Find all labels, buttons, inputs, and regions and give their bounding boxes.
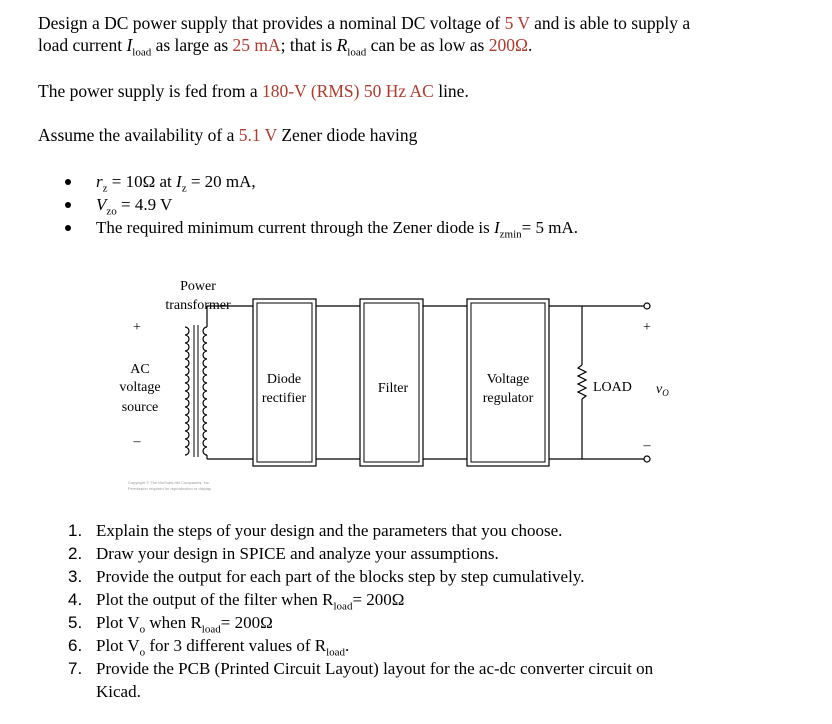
vo-symbol: v: [656, 382, 663, 397]
intro-text: .: [527, 35, 533, 55]
assume-text: Zener diode having: [276, 125, 418, 145]
filter-label: Filter: [377, 381, 409, 396]
rz-text: = 10Ω at: [107, 172, 177, 191]
ac-label-line2: voltage: [119, 380, 161, 395]
task-text: when R: [145, 613, 202, 632]
nominal-voltage-value: 5 V: [504, 13, 530, 33]
vo-subscript: O: [662, 388, 669, 398]
task-subscript: load: [333, 600, 353, 613]
task-subscript: load: [201, 623, 221, 636]
intro-text: and is able to supply a: [529, 13, 691, 33]
load-current-symbol: I: [126, 35, 133, 55]
ac-label-line3: source: [121, 400, 159, 415]
vzo-symbol: V: [96, 195, 107, 214]
izmin-subscript: zmin: [499, 228, 522, 241]
feed-paragraph: [38, 80, 469, 102]
list-item: [68, 611, 653, 634]
vzo-subscript: zo: [106, 205, 117, 218]
task-text: .: [345, 636, 350, 655]
intro-text: load current: [38, 35, 127, 55]
izmin-symbol: I: [493, 218, 500, 237]
task-text: Plot V: [96, 636, 140, 655]
intro-text: ; that is: [280, 35, 337, 55]
task-text: Draw your design in SPICE and analyze your assumptions.: [96, 544, 499, 563]
rz-subscript: z: [102, 182, 108, 195]
list-item: [68, 565, 653, 588]
task-text: Kicad.: [96, 682, 141, 701]
ac-label-line1: AC: [130, 362, 150, 377]
task-number: 1.: [68, 521, 83, 540]
load-current-value: 25 mA: [232, 35, 281, 55]
izmin-text: The required minimum current through the Zener diode is: [96, 218, 494, 237]
zener-voltage-value: 5.1 V: [238, 125, 277, 145]
copyright-line1: Copyright © The McGraw-Hill Companies, Inc.: [128, 480, 211, 485]
list-item: [68, 680, 653, 703]
list-item: [68, 519, 653, 542]
iz-subscript: z: [181, 182, 187, 195]
task-number: 6.: [68, 636, 83, 655]
rectifier-label-line1: Diode: [266, 372, 302, 387]
list-item: [63, 193, 578, 216]
vzo-text: = 4.9 V: [116, 195, 173, 214]
transformer-label-line2: transformer: [165, 298, 231, 313]
task-list: [68, 519, 653, 703]
task-subscript: load: [326, 646, 346, 659]
output-minus-sign: –: [643, 438, 651, 453]
list-item: [68, 542, 653, 565]
list-item: [63, 170, 578, 193]
load-subscript: load: [347, 46, 367, 59]
rectifier-label-line2: rectifier: [261, 391, 307, 406]
intro-text: can be as low as: [366, 35, 489, 55]
intro-paragraph: [38, 12, 691, 59]
ac-plus-sign: +: [133, 320, 141, 335]
task-text: Provide the output for each part of the blocks step by step cumulatively.: [96, 567, 585, 586]
task-number: 5.: [68, 613, 83, 632]
regulator-label-line1: Voltage: [486, 372, 530, 387]
task-text: = 200Ω: [352, 590, 405, 609]
copyright-line2: Permission required for reproduction or display.: [128, 486, 212, 491]
output-terminal-top: [644, 303, 650, 309]
list-item: [68, 588, 653, 611]
ac-minus-sign: –: [133, 434, 141, 449]
rz-symbol: r: [96, 172, 103, 191]
task-number: 2.: [68, 544, 83, 563]
list-item: [63, 216, 578, 239]
task-number: 4.: [68, 590, 83, 609]
load-label: LOAD: [593, 380, 632, 395]
list-item: [68, 657, 653, 680]
list-item: [68, 634, 653, 657]
assume-paragraph: [38, 124, 417, 146]
intro-text: as large as: [151, 35, 233, 55]
transformer-label-line1: Power: [180, 279, 216, 294]
task-subscript: o: [139, 646, 146, 659]
task-subscript: o: [139, 623, 146, 636]
load-subscript: load: [132, 46, 152, 59]
task-text: for 3 different values of R: [145, 636, 327, 655]
assume-text: Assume the availability of a: [38, 125, 239, 145]
load-resistance-symbol: R: [336, 35, 348, 55]
regulator-label-line2: regulator: [482, 391, 534, 406]
iz-symbol: I: [176, 172, 182, 191]
feed-text: line.: [433, 81, 469, 101]
task-text: Provide the PCB (Printed Circuit Layout) layout for the ac-dc converter circuit on: [96, 659, 654, 678]
task-text: Plot the output of the filter when R: [96, 590, 334, 609]
task-number: 7.: [68, 659, 83, 678]
power-supply-block-diagram: [110, 275, 710, 495]
feed-text: The power supply is fed from a: [38, 81, 263, 101]
izmin-value: = 5 mA.: [521, 218, 578, 237]
ac-line-value: 180-V (RMS) 50 Hz AC: [262, 81, 434, 101]
transformer-secondary-coil: [203, 327, 207, 455]
iz-text: = 20 mA,: [186, 172, 256, 191]
load-resistor: [578, 365, 586, 399]
zener-parameter-list: [63, 170, 578, 239]
output-voltage-label: [656, 382, 669, 398]
transformer-primary-coil: [185, 327, 189, 455]
task-text: Plot V: [96, 613, 140, 632]
task-text: Explain the steps of your design and the parameters that you choose.: [96, 521, 563, 540]
output-terminal-bottom: [644, 456, 650, 462]
intro-text: Design a DC power supply that provides a nominal DC voltage of: [38, 13, 505, 33]
output-plus-sign: +: [643, 320, 651, 335]
load-resistance-value: 200Ω: [488, 35, 528, 55]
task-text: = 200Ω: [220, 613, 273, 632]
task-number: 3.: [68, 567, 83, 586]
